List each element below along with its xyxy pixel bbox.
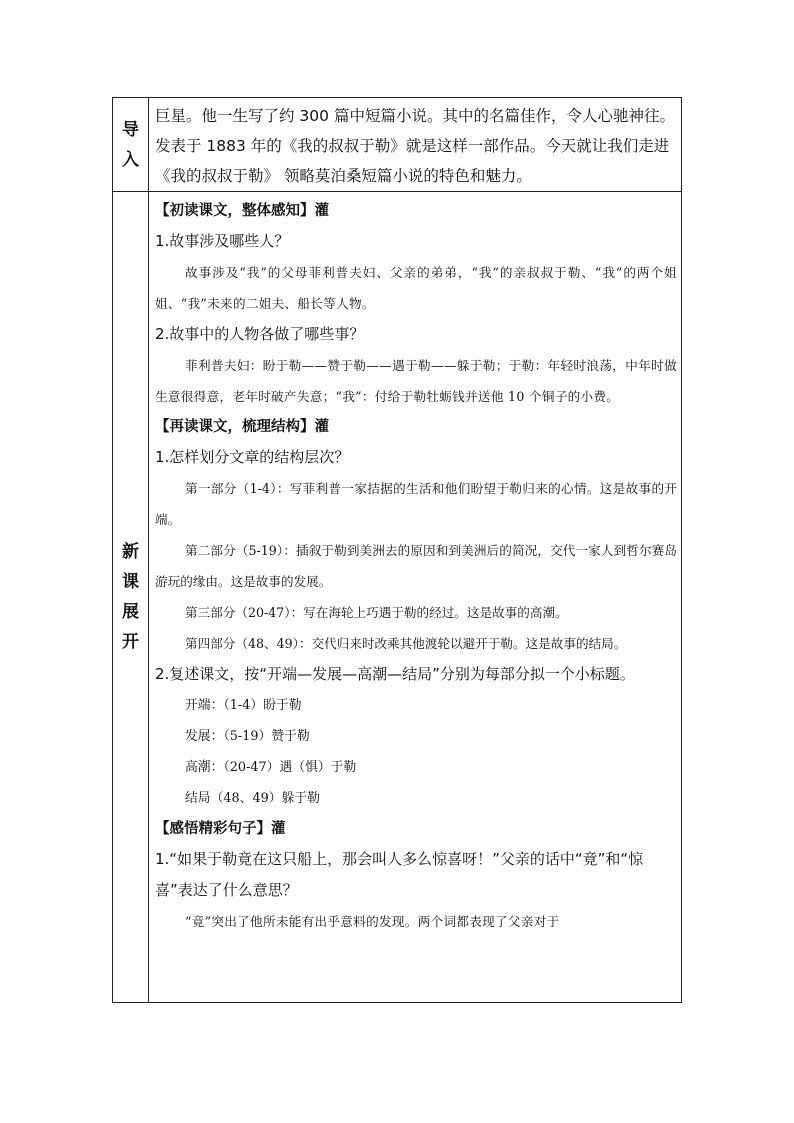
question: 2.复述课文，按“开端—发展—高潮—结局”分别为每部分拟一个小标题。	[155, 665, 635, 683]
answer: 故事涉及“我”的父母菲利普夫妇、父亲的弟弟，“我”的亲叔叔于勒、“我”的两个姐姐、“我”未来的二姐夫、船长等人物。	[155, 265, 677, 311]
structure-part: 第一部分（1-4）：写菲利普一家拮据的生活和他们盼望于勒归来的心情。这是故事的开端。	[155, 481, 677, 527]
question: 1.“如果于勒竟在这只船上，那会叫人多么惊喜呀！”父亲的话中“竟”和“惊喜”表达了什么意思？	[155, 850, 644, 899]
main-label-char: 开	[122, 632, 139, 652]
intro-label-char: 入	[122, 149, 139, 170]
main-label-char: 展	[122, 602, 139, 622]
section-heading-sentences: 【感悟精彩句子】灌	[155, 821, 286, 837]
intro-label-char: 导	[122, 119, 139, 140]
answer: 菲利普夫妇：盼于勒——赞于勒——遇于勒——躲于勒；于勒：年轻时浪荡，中年时做生意很得意，老年时破产失意；“我”：付给于勒牡蛎钱并送他 10 个铜子的小费。	[155, 358, 677, 404]
intro-row	[113, 98, 682, 192]
main-label-cell	[113, 192, 149, 1003]
structure-part: 第二部分（5-19）：插叙于勒到美洲去的原因和到美洲后的简况，交代一家人到哲尔赛岛游玩的缘由。这是故事的发展。	[155, 543, 677, 589]
subtitle-item: 高潮：（20-47）遇（惧）于勒	[185, 760, 357, 775]
structure-part: 第四部分（48、49）：交代归来时改乘其他渡轮以避开于勒。这是故事的结局。	[185, 636, 627, 651]
main-row	[113, 192, 682, 1003]
question: 1.故事涉及哪些人？	[155, 232, 290, 250]
structure-part: 第三部分（20-47）：写在海轮上巧遇于勒的经过。这是故事的高潮。	[185, 605, 568, 620]
intro-line: 《我的叔叔于勒》 领略莫泊桑短篇小说的特色和魅力。	[155, 167, 532, 185]
subtitle-item: 发展：（5-19）赞于勒	[185, 729, 310, 744]
section-heading-first-reading: 【初读课文，整体感知】灌	[155, 203, 329, 219]
lesson-plan-table	[112, 97, 682, 1003]
main-label-char: 新	[122, 542, 139, 562]
section-heading-structure: 【再读课文，梳理结构】灌	[155, 419, 329, 435]
subtitle-item: 结局（48、49）躲于勒	[185, 791, 320, 806]
main-content-cell	[149, 192, 682, 1003]
intro-label-cell	[113, 98, 149, 192]
main-label-char: 课	[122, 572, 139, 592]
intro-line: 发表于 1883 年的《我的叔叔于勒》就是这样一部作品。今天就让我们走进	[155, 137, 670, 155]
question: 1.怎样划分文章的结构层次？	[155, 448, 350, 466]
answer: “竟”突出了他所未能有出乎意料的发现。两个词都表现了父亲对于	[185, 914, 560, 929]
intro-line: 巨星。他一生写了约 300 篇中短篇小说。其中的名篇佳作，令人心驰神往。	[155, 107, 675, 125]
subtitle-item: 开端：（1-4）盼于勒	[185, 698, 302, 713]
question: 2.故事中的人物各做了哪些事？	[155, 325, 365, 343]
intro-content-cell	[149, 98, 682, 192]
